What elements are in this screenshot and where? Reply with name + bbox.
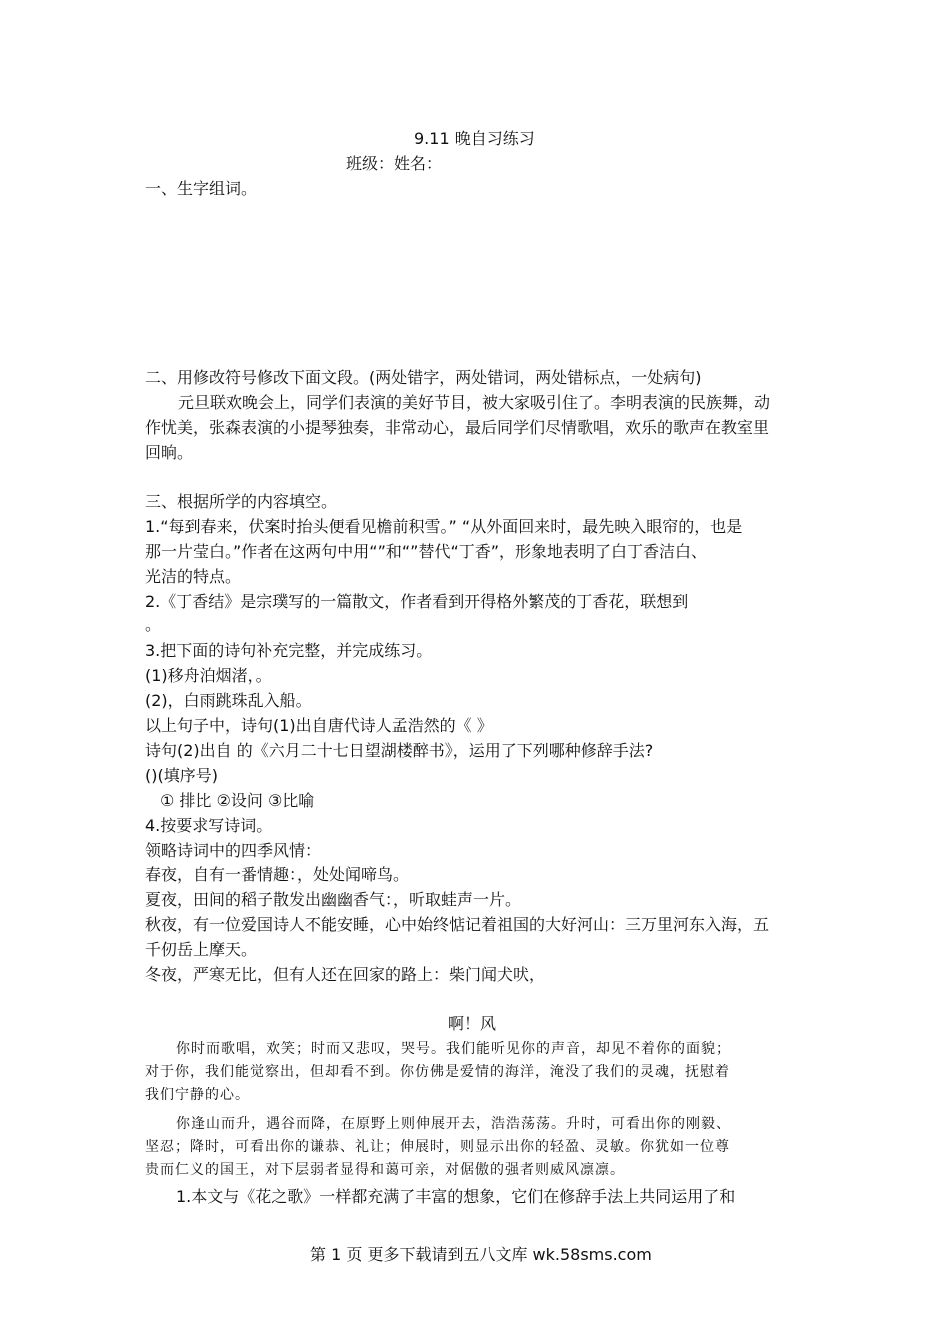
class-name-line: 班级：姓名： — [346, 154, 443, 173]
question-2-line: 。 — [145, 615, 162, 634]
essay-line: 坚忍；降时，可看出你的谦恭、礼让；伸展时，则显示出你的轻盈、灵敏。你犹如一位尊 — [145, 1139, 730, 1155]
question-1-line: 1.“每到春来，伏案时抬头便看见檐前积雪。” “从外面回来时，最先映入眼帘的，也是 — [145, 517, 743, 536]
essay-line: 我们宁静的心。 — [145, 1087, 250, 1103]
question-4-line: 春夜，自有一番情趣：，处处闻啼鸟。 — [145, 865, 410, 884]
essay-line: 贵而仁义的国王，对下层弱者显得和蔼可亲，对倨傲的强者则威风凛凛。 — [145, 1162, 625, 1178]
question-3-line: (1)移舟泊烟渚，。 — [145, 666, 272, 685]
question-4-line: 领略诗词中的四季风情： — [145, 841, 322, 860]
essay-title: 啊！风 — [448, 1014, 497, 1033]
essay-line: 你时而歌唱，欢笑；时而又悲叹，哭号。我们能听见你的声音，却见不着你的面貌； — [176, 1041, 731, 1057]
question-2-line: 2.《丁香结》是宗璞写的一篇散文，作者看到开得格外繁茂的丁香花，联想到 — [145, 592, 689, 611]
section-3-heading: 三、根据所学的内容填空。 — [145, 492, 338, 511]
question-1-line: 那一片莹白。”作者在这两句中用“”和“”替代“丁香”，形象地表明了白丁香洁白、 — [145, 542, 708, 561]
section-1-heading: 一、生字组词。 — [145, 179, 258, 198]
question-3-heading: 3.把下面的诗句补充完整，并完成练习。 — [145, 641, 433, 660]
question-4-line: 夏夜，田间的稻子散发出幽幽香气：，听取蛙声一片。 — [145, 890, 522, 909]
question-4-line: 冬夜，严寒无比，但有人还在回家的路上：柴门闻犬吠， — [145, 965, 546, 984]
section-2-paragraph-line: 元旦联欢晚会上，同学们表演的美好节目，被大家吸引住了。李明表演的民族舞，动 — [178, 393, 771, 412]
section-2-paragraph-line: 回晌。 — [145, 443, 194, 462]
question-3-line: 以上句子中，诗句(1)出自唐代诗人孟浩然的《 》 — [145, 716, 493, 735]
page-title: 9.11 晚自习练习 — [414, 129, 535, 148]
section-2-heading: 二、用修改符号修改下面文段。(两处错字，两处错词，两处错标点，一处病句) — [145, 368, 702, 387]
essay-question-1: 1.本文与《花之歌》一样都充满了丰富的想象，它们在修辞手法上共同运用了和 — [176, 1187, 736, 1206]
question-4-line: 千仞岳上摩天。 — [145, 940, 258, 959]
page-footer: 第 1 页 更多下载请到五八文库 wk.58sms.com — [310, 1245, 652, 1264]
question-1-line: 光洁的特点。 — [145, 567, 242, 586]
question-4-line: 秋夜，有一位爱国诗人不能安睡，心中始终惦记着祖国的大好河山：三万里河东入海，五 — [145, 915, 770, 934]
question-3-line: 诗句(2)出自 的《六月二十七日望湖楼醉书》，运用了下列哪种修辞手法? — [145, 741, 654, 760]
essay-line: 对于你，我们能觉察出，但却看不到。你仿佛是爱情的海洋，淹没了我们的灵魂，抚慰着 — [145, 1064, 730, 1080]
question-3-line: ()(填序号) — [145, 766, 218, 785]
question-3-options: ① 排比 ②设问 ③比喻 — [160, 791, 315, 810]
essay-line: 你逢山而升，遇谷而降，在原野上则伸展开去，浩浩荡荡。升时，可看出你的刚毅、 — [176, 1116, 731, 1132]
question-3-line: (2)，白雨跳珠乱入船。 — [145, 691, 312, 710]
question-4-heading: 4.按要求写诗词。 — [145, 816, 273, 835]
section-2-paragraph-line: 作忧美，张森表演的小提琴独奏，非常动心，最后同学们尽情歌唱，欢乐的歌声在教室里 — [145, 418, 770, 437]
